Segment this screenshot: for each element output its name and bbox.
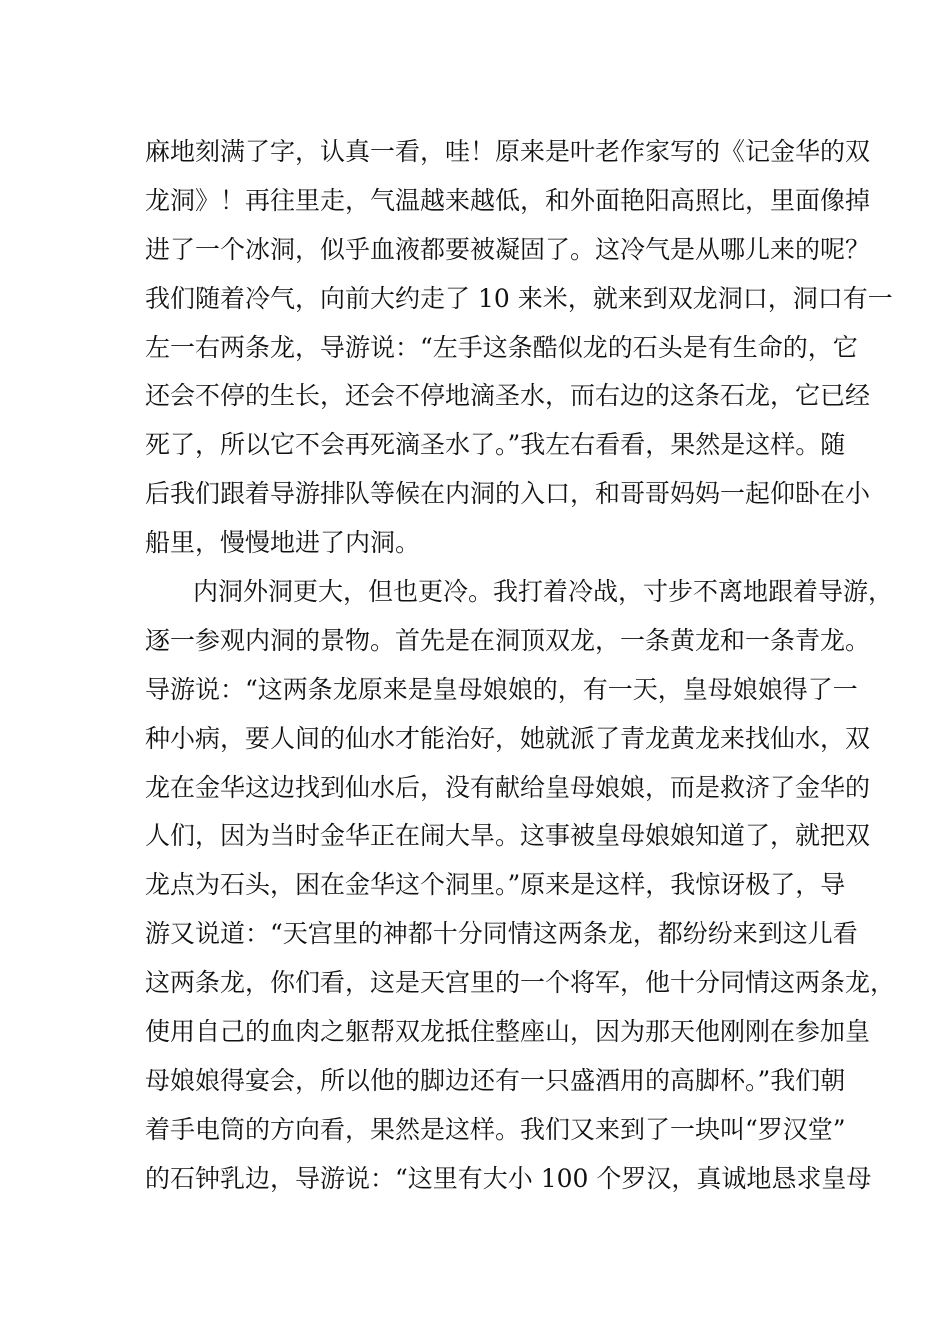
text-line: 死了，所以它不会再死滴圣水了。”我左右看看，果然是这样。随 (145, 430, 846, 460)
paragraph-2 (145, 568, 896, 1204)
text-line: 逐一参观内洞的景物。首先是在洞顶双龙，一条黄龙和一条青龙。 (145, 625, 871, 655)
text-line: 进了一个冰洞，似乎血液都要被凝固了。这冷气是从哪儿来的呢？ (145, 234, 871, 264)
text-line: 我们随着冷气，向前大约走了 10 来米，就来到双龙洞口，洞口有一 (145, 283, 893, 313)
text-line: 左一右两条龙，导游说：“左手这条酷似龙的石头是有生命的，它 (145, 332, 858, 362)
text-line: 游又说道：“天宫里的神都十分同情这两条龙，都纷纷来到这儿看 (145, 919, 858, 949)
text-line: 船里，慢慢地进了内洞。 (145, 528, 421, 558)
text-line: 种小病，要人间的仙水才能治好，她就派了青龙黄龙来找仙水，双 (145, 723, 871, 753)
text-line: 龙点为石头，困在金华这个洞里。”原来是这样，我惊讶极了，导 (145, 870, 846, 900)
text-line: 这两条龙，你们看，这是天宫里的一个将军，他十分同情这两条龙， (145, 968, 896, 998)
text-line: 龙洞》！再往里走，气温越来越低，和外面艳阳高照比，里面像掉 (145, 185, 871, 215)
text-line: 麻地刻满了字，认真一看，哇！原来是叶老作家写的《记金华的双 (145, 137, 871, 166)
text-line: 内洞外洞更大，但也更冷。我打着冷战，寸步不离地跟着导游， (193, 577, 894, 607)
text-line: 的石钟乳边，导游说：“这里有大小 100 个罗汉，真诚地恳求皇母 (145, 1163, 872, 1193)
text-line: 后我们跟着导游排队等候在内洞的入口，和哥哥妈妈一起仰卧在小 (145, 479, 871, 509)
text-line: 还会不停的生长，还会不停地滴圣水，而右边的这条石龙，它已经 (145, 381, 871, 411)
text-line: 龙在金华这边找到仙水后，没有献给皇母娘娘，而是救济了金华的 (145, 772, 871, 802)
text-line: 母娘娘得宴会，所以他的脚边还有一只盛酒用的高脚杯。”我们朝 (145, 1065, 846, 1095)
text-line: 使用自己的血肉之躯帮双龙抵住整座山，因为那天他刚刚在参加皇 (145, 1017, 871, 1047)
text-line: 人们，因为当时金华正在闹大旱。这事被皇母娘娘知道了，就把双 (145, 821, 871, 851)
body-text (145, 128, 896, 1204)
text-line: 着手电筒的方向看，果然是这样。我们又来到了一块叫“罗汉堂” (145, 1114, 846, 1144)
text-line: 导游说：“这两条龙原来是皇母娘娘的，有一天，皇母娘娘得了一 (145, 674, 858, 704)
paragraph-1 (145, 128, 893, 568)
